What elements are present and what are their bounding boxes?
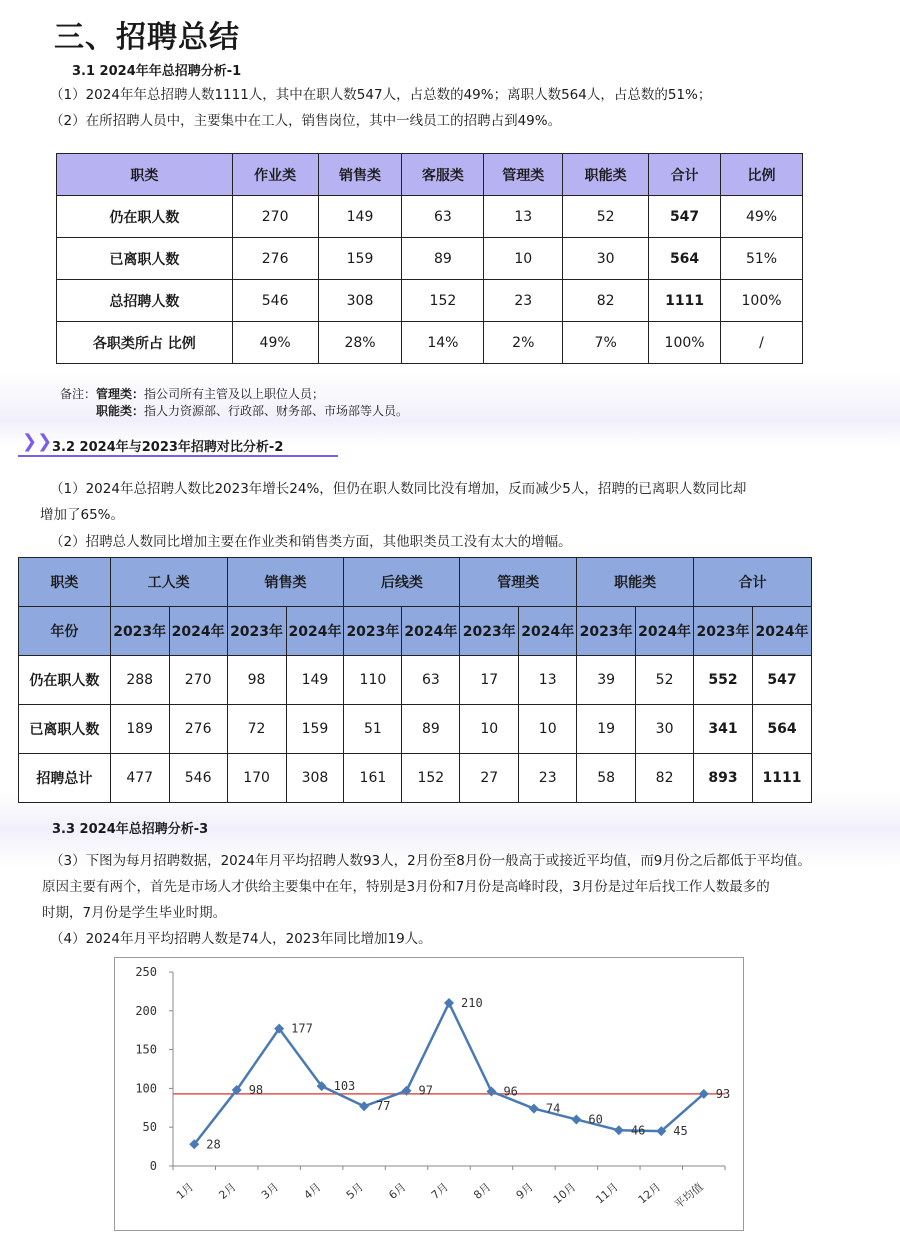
table-cell: 39 (577, 656, 636, 705)
table-cell: 7% (563, 322, 649, 364)
section-divider (18, 455, 338, 457)
data-label: 98 (248, 1082, 264, 1097)
year-header-cell: 2024年 (752, 607, 811, 656)
data-point (486, 1087, 496, 1097)
x-tick-label: 10月 (550, 1180, 579, 1207)
compare-table (18, 557, 812, 803)
table-cell: 63 (402, 656, 460, 705)
table-cell: 308 (318, 280, 402, 322)
y-tick-label: 200 (135, 1003, 157, 1018)
data-label: 93 (715, 1086, 731, 1101)
table-cell: 51 (344, 705, 402, 754)
s1-paragraph-1: （1）2024年年总招聘人数1111人，其中在职人数547人，占总数的49%；离职人数564人，占总数的51%； (50, 87, 712, 103)
table-cell: 14% (402, 322, 484, 364)
s2-paragraph-1a: （1）2024年总招聘人数比2023年增长24%，但仍在职人数同比没有增加，反而减少5人，招聘的已离职人数同比却 (50, 481, 747, 497)
table-cell: / (721, 322, 803, 364)
year-header-cell: 2024年 (402, 607, 460, 656)
monthly-recruit-chart (114, 957, 744, 1231)
table-cell: 149 (286, 656, 344, 705)
y-tick-label: 100 (135, 1081, 157, 1096)
y-tick-label: 250 (135, 965, 157, 979)
table-header-cell: 职类 (19, 558, 111, 607)
s2-paragraph-2: （2）招聘总人数同比增加主要在作业类和销售类方面，其他职类员工没有太大的增幅。 (50, 534, 572, 550)
data-label: 96 (503, 1084, 518, 1099)
table-cell: 13 (519, 656, 577, 705)
page-title: 三、招聘总结 (54, 20, 240, 55)
table-row (57, 322, 803, 364)
year-header-cell: 2023年 (694, 607, 753, 656)
table-row (19, 754, 812, 803)
table-cell: 28% (318, 322, 402, 364)
x-tick-label: 4月 (301, 1180, 324, 1202)
section-3-1-heading: 3.1 2024年年总招聘分析-1 (72, 64, 242, 79)
table-header-cell: 管理类 (484, 154, 563, 196)
table-cell: 159 (318, 238, 402, 280)
table-header-row (19, 558, 812, 607)
s1-paragraph-2: （2）在所招聘人员中，主要集中在工人，销售岗位，其中一线员工的招聘占到49%。 (50, 113, 562, 129)
table-cell: 82 (563, 280, 649, 322)
data-label: 177 (291, 1021, 313, 1036)
note2-key: 职能类： (96, 404, 145, 418)
data-label: 97 (418, 1083, 433, 1098)
year-label-cell: 年份 (19, 607, 111, 656)
table-row (19, 705, 812, 754)
data-point (571, 1114, 581, 1124)
row-header-cell: 仍在职人数 (19, 656, 111, 705)
table-cell: 170 (227, 754, 286, 803)
table-cell: 2% (484, 322, 563, 364)
note1-key: 管理类： (96, 387, 145, 401)
s3-paragraph-4: （4）2024年月平均招聘人数是74人，2023年同比增加19人。 (50, 931, 432, 947)
table-cell: 152 (402, 754, 460, 803)
table-cell: 52 (636, 656, 694, 705)
table-cell: 17 (460, 656, 519, 705)
section-3-2-heading: 3.2 2024年与2023年招聘对比分析-2 (52, 440, 284, 455)
table-cell: 89 (402, 705, 460, 754)
year-header-cell: 2023年 (227, 607, 286, 656)
table-cell: 30 (563, 238, 649, 280)
table-cell: 893 (694, 754, 753, 803)
note2-value: 指人力资源部、行政部、财务部、市场部等人员。 (144, 404, 409, 418)
y-tick-label: 50 (142, 1120, 157, 1135)
table-header-cell: 后线类 (344, 558, 460, 607)
table-cell: 189 (110, 705, 169, 754)
chevron-right-icon: ❯❯ (22, 431, 53, 452)
x-tick-label: 6月 (386, 1180, 409, 1202)
table-cell: 49% (232, 322, 318, 364)
table-header-cell: 职能类 (563, 154, 649, 196)
table-cell: 72 (227, 705, 286, 754)
data-label: 77 (376, 1099, 391, 1114)
table-cell: 19 (577, 705, 636, 754)
data-point (444, 998, 454, 1008)
chart-svg (115, 958, 743, 1230)
table-header-cell: 比例 (721, 154, 803, 196)
table-cell: 30 (636, 705, 694, 754)
data-label: 103 (333, 1079, 356, 1094)
data-point (529, 1104, 539, 1114)
recruit-summary-table (56, 153, 803, 364)
x-tick-label: 平均值 (672, 1180, 706, 1212)
table-cell: 546 (232, 280, 318, 322)
table-cell: 270 (169, 656, 227, 705)
table-header-cell: 销售类 (318, 154, 402, 196)
table-cell: 49% (721, 196, 803, 238)
s3-paragraph-3c: 时期，7月份是学生毕业时期。 (42, 905, 227, 921)
x-tick-label: 9月 (513, 1180, 536, 1202)
table-header-cell: 工人类 (110, 558, 227, 607)
s3-paragraph-3b: 原因主要有两个，首先是市场人才供给主要集中在年，特别是3月份和7月份是高峰时段，3月份是过年后找工作人数最多的 (42, 879, 770, 895)
table-cell: 10 (460, 705, 519, 754)
x-tick-label: 11月 (593, 1180, 621, 1207)
table-cell: 308 (286, 754, 344, 803)
x-tick-label: 1月 (174, 1180, 197, 1202)
table-cell: 52 (563, 196, 649, 238)
s3-paragraph-3a: （3）下图为每月招聘数据，2024年月平均招聘人数93人，2月份至8月份一般高于或接近平均值，而9月份之后都低于平均值。 (50, 853, 811, 869)
table-cell: 477 (110, 754, 169, 803)
table-cell: 552 (694, 656, 753, 705)
table-cell: 89 (402, 238, 484, 280)
s2-paragraph-1b: 增加了65%。 (40, 507, 125, 523)
data-label: 28 (206, 1137, 221, 1152)
data-label: 45 (673, 1124, 688, 1139)
table-cell: 288 (110, 656, 169, 705)
table-row (19, 656, 812, 705)
table-cell: 27 (460, 754, 519, 803)
table-row (57, 280, 803, 322)
table-header-cell: 职能类 (577, 558, 694, 607)
table-cell: 1111 (752, 754, 811, 803)
year-header-cell: 2024年 (169, 607, 227, 656)
table-header-row (57, 154, 803, 196)
data-label: 210 (461, 996, 483, 1011)
x-tick-label: 7月 (428, 1180, 451, 1202)
table-cell: 23 (519, 754, 577, 803)
x-tick-label: 3月 (258, 1180, 282, 1202)
table-cell: 23 (484, 280, 563, 322)
year-header-cell: 2023年 (460, 607, 519, 656)
year-header-cell: 2023年 (110, 607, 169, 656)
x-tick-label: 2月 (216, 1180, 239, 1202)
row-header-cell: 已离职人数 (57, 238, 233, 280)
series-line (194, 1003, 704, 1144)
table-header-cell: 职类 (57, 154, 233, 196)
table-header-cell: 合计 (694, 558, 812, 607)
table-cell: 341 (694, 705, 753, 754)
year-header-cell: 2023年 (344, 607, 402, 656)
y-tick-label: 150 (135, 1042, 157, 1057)
table-cell: 149 (318, 196, 402, 238)
section-3-3-heading: 3.3 2024年总招聘分析-3 (52, 822, 209, 837)
table-subheader-row (19, 607, 812, 656)
note-block (60, 386, 408, 420)
table-cell: 10 (484, 238, 563, 280)
table-header-cell: 管理类 (460, 558, 577, 607)
data-label: 46 (630, 1123, 646, 1138)
table-header-cell: 作业类 (232, 154, 318, 196)
table-cell: 159 (286, 705, 344, 754)
table-cell: 63 (402, 196, 484, 238)
row-header-cell: 仍在职人数 (57, 196, 233, 238)
table-cell: 98 (227, 656, 286, 705)
table-cell: 82 (636, 754, 694, 803)
table-cell: 13 (484, 196, 563, 238)
table-header-cell: 客服类 (402, 154, 484, 196)
table-cell: 100% (649, 322, 721, 364)
x-tick-label: 8月 (471, 1180, 494, 1202)
table-cell: 547 (752, 656, 811, 705)
table-cell: 51% (721, 238, 803, 280)
table-cell: 276 (232, 238, 318, 280)
table-cell: 564 (649, 238, 721, 280)
row-header-cell: 各职类所占 比例 (57, 322, 233, 364)
data-label: 60 (588, 1112, 603, 1127)
table-cell: 564 (752, 705, 811, 754)
table-row (57, 238, 803, 280)
row-header-cell: 招聘总计 (19, 754, 111, 803)
x-tick-label: 5月 (343, 1180, 367, 1202)
row-header-cell: 总招聘人数 (57, 280, 233, 322)
table-cell: 161 (344, 754, 402, 803)
year-header-cell: 2024年 (286, 607, 344, 656)
year-header-cell: 2024年 (519, 607, 577, 656)
data-point (359, 1101, 369, 1111)
x-tick-label: 12月 (635, 1180, 664, 1207)
note1-value: 指公司所有主管及以上职位人员； (144, 387, 325, 401)
table-header-cell: 合计 (649, 154, 721, 196)
year-header-cell: 2024年 (636, 607, 694, 656)
data-point (614, 1125, 624, 1135)
table-cell: 58 (577, 754, 636, 803)
table-cell: 547 (649, 196, 721, 238)
table-cell: 152 (402, 280, 484, 322)
table-cell: 110 (344, 656, 402, 705)
row-header-cell: 已离职人数 (19, 705, 111, 754)
table-cell: 10 (519, 705, 577, 754)
note-prefix: 备注： (60, 387, 97, 401)
y-tick-label: 0 (149, 1159, 157, 1173)
table-row (57, 196, 803, 238)
table-cell: 546 (169, 754, 227, 803)
year-header-cell: 2023年 (577, 607, 636, 656)
table-cell: 270 (232, 196, 318, 238)
table-cell: 1111 (649, 280, 721, 322)
data-label: 74 (545, 1101, 561, 1116)
table-header-cell: 销售类 (227, 558, 344, 607)
table-cell: 100% (721, 280, 803, 322)
table-cell: 276 (169, 705, 227, 754)
